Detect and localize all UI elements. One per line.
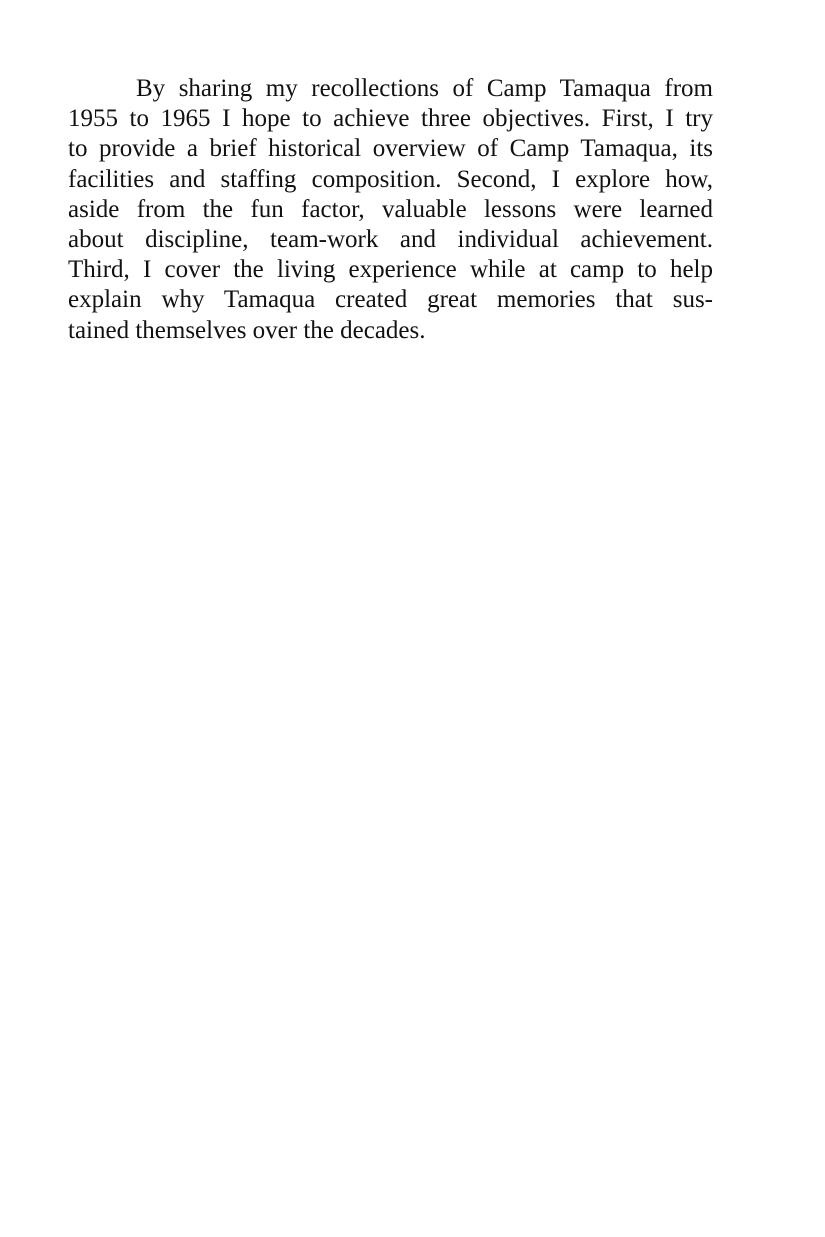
paragraph-line-4: facilities and staffing composition. Second, I explore how, [68,165,713,193]
paragraph-line-5: aside from the fun factor, valuable lessons were learned [68,195,713,223]
paragraph-line-8: explain why Tamaqua created great memories that sus- [68,286,713,314]
paragraph-line-6: about discipline, team-work and individual achievement. [68,225,713,253]
paragraph-line-3: to provide a brief historical overview of Camp Tamaqua, its [68,135,713,163]
paragraph-line-7: Third, I cover the living experience while at camp to help [68,256,713,284]
body-paragraph [68,74,713,346]
paragraph-line-1: By sharing my recollections of Camp Tamaqua from [136,75,713,102]
paragraph-line-2: 1955 to 1965 I hope to achieve three objectives. First, I try [68,105,713,133]
paragraph-line-9: tained themselves over the decades. [68,316,426,344]
